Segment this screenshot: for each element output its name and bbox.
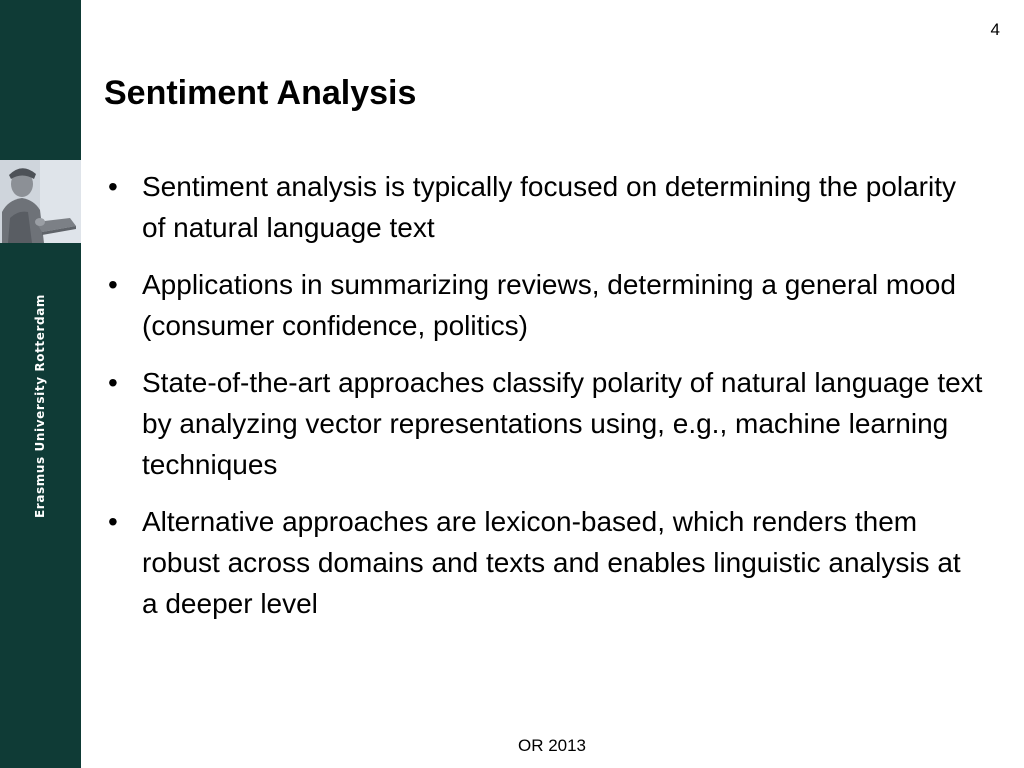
university-name-text: Erasmus University Rotterdam xyxy=(33,294,47,518)
page-number: 4 xyxy=(990,20,1000,39)
bullet-marker: • xyxy=(108,506,118,537)
bullet-marker: • xyxy=(108,171,118,202)
bullet-marker: • xyxy=(108,367,118,398)
bullet-item xyxy=(104,264,984,346)
bullet-item xyxy=(104,362,984,485)
bullet-marker: • xyxy=(108,269,118,300)
bullet-list xyxy=(104,166,984,640)
bullet-text: Alternative approaches are lexicon-based, which renders them robust across domains and texts and enables linguistic analysis at a deeper level xyxy=(142,506,961,619)
bullet-item xyxy=(104,166,984,248)
university-name xyxy=(27,292,53,520)
erasmus-portrait-icon xyxy=(0,160,81,243)
sidebar xyxy=(0,0,81,768)
slide-footer: OR 2013 xyxy=(517,736,587,755)
bullet-text: State-of-the-art approaches classify polarity of natural language text by analyzing vector representations using, e.g., machine learning techniques xyxy=(142,367,983,480)
bullet-item xyxy=(104,501,984,624)
bullet-text: Sentiment analysis is typically focused on determining the polarity of natural language text xyxy=(142,171,956,243)
bullet-text: Applications in summarizing reviews, determining a general mood (consumer confidence, politics) xyxy=(142,269,956,341)
slide-title: Sentiment Analysis xyxy=(104,74,417,112)
